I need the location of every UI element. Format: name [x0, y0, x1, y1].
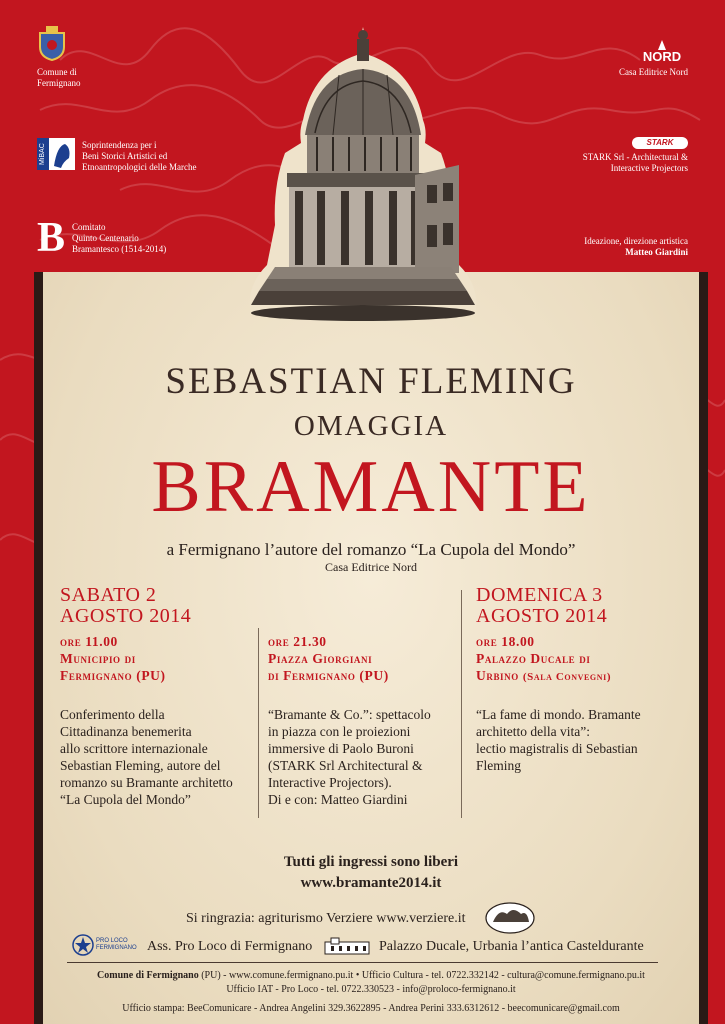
author-name-heading: SEBASTIAN FLEMING — [165, 361, 577, 402]
footer-contacts: (PU) - www.comune.fermignano.pu.it • Ufficio Cultura - tel. 0722.332142 - cultura@comune.fermignano.pu.it — [198, 970, 645, 981]
event1-desc-line: Cittadinanza benemerita — [60, 724, 192, 739]
tempietto-illustration — [245, 25, 481, 330]
event3-day: DOMENICA 3 — [476, 584, 603, 606]
mibac-figure-icon — [49, 138, 75, 170]
verziere-logo — [485, 902, 535, 934]
event1-month: AGOSTO 2014 — [60, 605, 192, 627]
mibac-logo — [37, 138, 75, 170]
column-divider — [461, 590, 462, 818]
event2-desc-line: (STARK Srl Architectural & — [268, 758, 423, 773]
event3-place2: Urbino — [476, 668, 519, 683]
event2-time: ore 21.30 — [268, 634, 327, 649]
nord-logo — [638, 40, 686, 64]
event1-time: ore 11.00 — [60, 634, 118, 649]
subtitle: a Fermignano l’autore del romanzo “La Cupola del Mondo” — [166, 540, 576, 559]
event1-place1: Municipio di — [60, 651, 136, 666]
event1-day: SABATO 2 — [60, 584, 157, 606]
thanks-line: Si ringrazia: agriturismo Verziere www.verziere.it — [186, 911, 466, 926]
event1-place2: Fermignano (PU) — [60, 668, 166, 683]
event3-month: AGOSTO 2014 — [476, 605, 608, 627]
event3-desc-line: “La fame di mondo. Bramante — [476, 707, 641, 722]
mibac-line2: Beni Storici Artistici ed — [82, 151, 168, 161]
event3-place1: Palazzo Ducale di — [476, 651, 591, 666]
event1-desc-line: Conferimento della — [60, 707, 165, 722]
footer-line3: Ufficio stampa: BeeComunicare - Andrea Angelini 329.3622895 - Andrea Perini 333.6312612 - beecomunicare@gmail.com — [122, 1003, 620, 1014]
stark-line1: STARK Srl - Architectural & — [582, 152, 688, 162]
ideazione-line2: Matteo Giardini — [625, 247, 688, 257]
footer-divider — [67, 962, 658, 963]
stark-logo-text: STARK — [646, 138, 674, 147]
event3-time-place — [476, 633, 611, 686]
comune-line2: Fermignano — [37, 78, 81, 88]
footer-line1 — [34, 969, 708, 982]
event2-desc-line: “Bramante & Co.”: spettacolo — [268, 707, 431, 722]
event1-desc-line: allo scrittore internazionale — [60, 741, 208, 756]
footer-comune: Comune di Fermignano — [97, 970, 199, 981]
proloco-star-icon — [72, 934, 94, 956]
event3-time: ore 18.00 — [476, 634, 535, 649]
event3-place2-row — [476, 667, 611, 686]
event2-desc-line: immersive di Paolo Buroni — [268, 741, 414, 756]
palazzo-text: Palazzo Ducale, Urbania l’antica Casteldurante — [379, 939, 644, 954]
proloco-logo-text: PRO LOCO FERMIGNANO — [96, 938, 137, 951]
event3-desc-line: architetto della vita”: — [476, 724, 590, 739]
ideazione-caption — [540, 236, 688, 258]
free-entry-block — [34, 852, 708, 894]
coat-of-arms-icon — [37, 25, 67, 61]
event2-desc-line: in piazza con le proiezioni — [268, 724, 411, 739]
palazzo-ducale-icon — [323, 936, 371, 956]
event3-date — [476, 585, 607, 627]
comitato-logo — [37, 215, 67, 261]
stark-line2: Interactive Projectors — [610, 163, 688, 173]
comune-caption — [37, 67, 81, 89]
event1-time-place — [60, 633, 166, 684]
verb-heading: OMAGGIA — [293, 410, 449, 442]
publisher-line: Casa Editrice Nord — [325, 560, 417, 574]
footer-line2: Ufficio IAT - Pro Loco - tel. 0722.330523 - info@proloco-fermignano.it — [226, 984, 516, 995]
mibac-logo-text: MiBAC — [37, 138, 49, 170]
event3-place2-small: (Sala Convegni) — [522, 671, 612, 683]
comune-line1: Comune di — [37, 67, 77, 77]
event2-desc-line: Interactive Projectors). — [268, 775, 392, 790]
comitato-logo-letter: B — [37, 215, 66, 261]
stark-caption — [540, 152, 688, 174]
mibac-line3: Etnoantropologici delle Marche — [82, 162, 197, 172]
column-divider — [258, 628, 259, 818]
event3-desc-line: lectio magistralis di Sebastian — [476, 741, 638, 756]
comitato-line1: Comitato — [72, 222, 106, 232]
event2-description — [268, 706, 431, 808]
event1-desc-line: romanzo su Bramante architetto — [60, 775, 233, 790]
free-entry-text: Tutti gli ingressi sono liberi — [283, 854, 459, 870]
website-link[interactable]: www.bramante2014.it — [300, 875, 442, 891]
event1-desc-line: Sebastian Fleming, autore del — [60, 758, 221, 773]
event3-desc-line: Fleming — [476, 758, 522, 773]
event2-place1: Piazza Giorgiani — [268, 651, 373, 666]
comitato-caption — [72, 222, 166, 255]
nord-logo-text: NORD — [642, 49, 682, 64]
mibac-line1: Soprintendenza per i — [82, 140, 157, 150]
event1-date — [60, 585, 191, 627]
comitato-line3: Bramantesco (1514-2014) — [72, 244, 167, 254]
event2-desc-line: Di e con: Matteo Giardini — [268, 792, 408, 807]
proloco-text: Ass. Pro Loco di Fermignano — [147, 939, 313, 954]
stark-logo — [632, 137, 688, 149]
event2-place2: di Fermignano (PU) — [268, 668, 389, 683]
event2-time-place — [268, 633, 389, 684]
bramante-title: BRAMANTE — [151, 446, 591, 528]
event1-desc-line: “La Cupola del Mondo” — [60, 792, 191, 807]
nord-caption: Casa Editrice Nord — [619, 67, 688, 77]
event3-description — [476, 706, 641, 774]
ideazione-line1: Ideazione, direzione artistica — [584, 236, 688, 246]
proloco-logo — [72, 934, 146, 956]
comitato-line2: Quinto Centenario — [72, 233, 139, 243]
event1-description — [60, 706, 233, 808]
mibac-caption — [82, 140, 196, 173]
